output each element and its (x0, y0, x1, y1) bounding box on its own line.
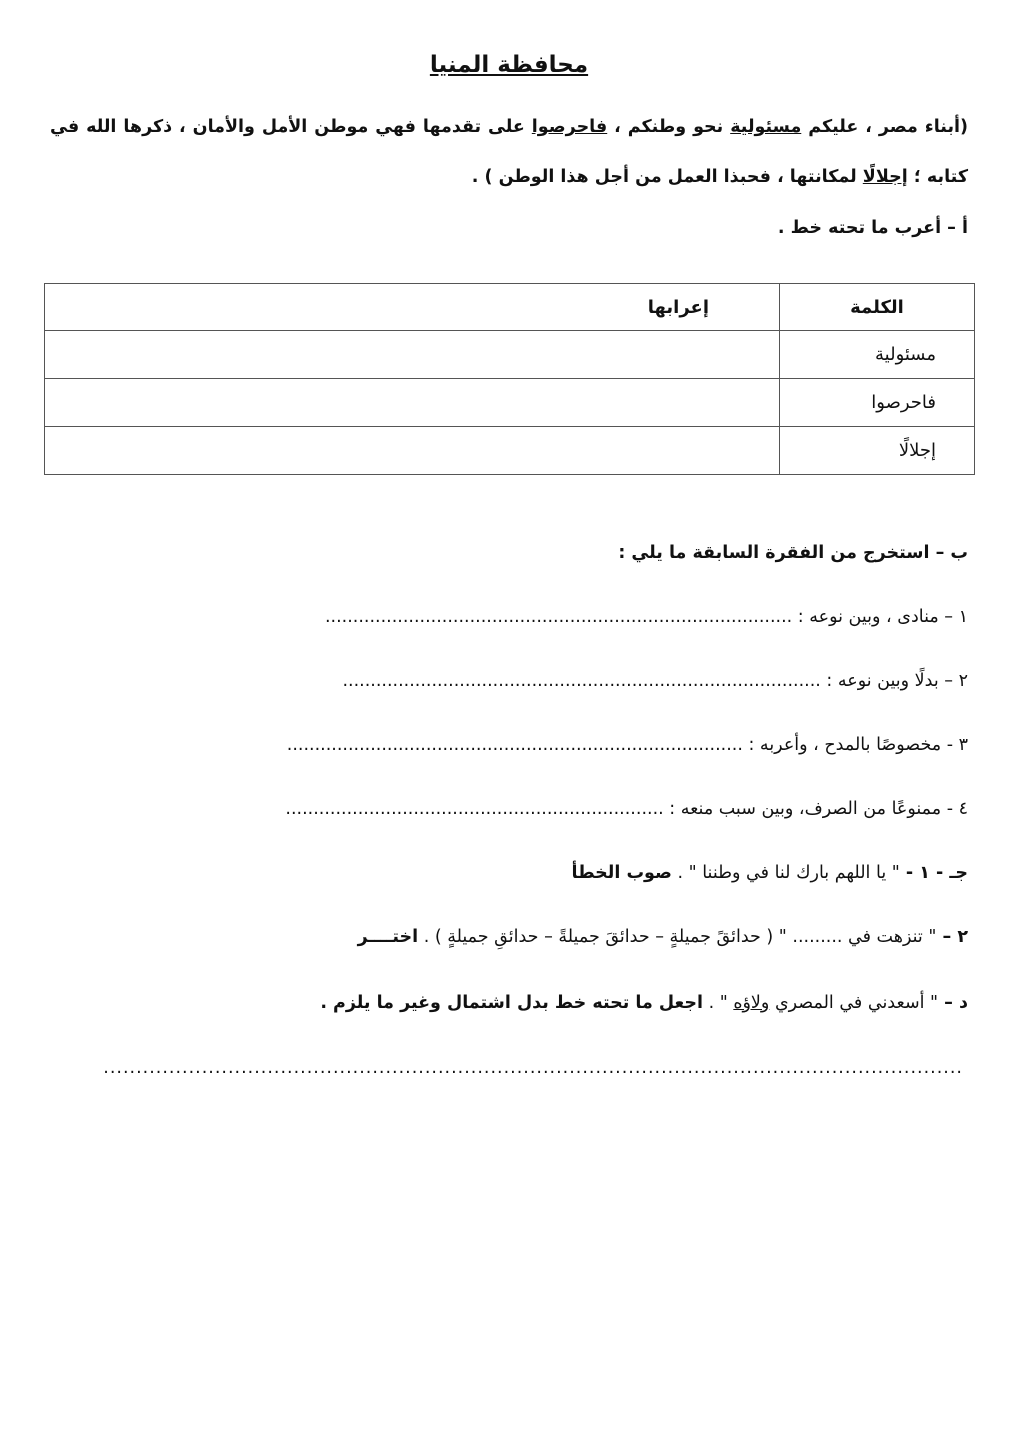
table-cell-word: إجلالًا (780, 427, 975, 475)
table-cell-answer[interactable] (45, 379, 780, 427)
table-cell-answer[interactable] (45, 427, 780, 475)
table-cell-answer[interactable] (45, 331, 780, 379)
list-item: ٤ - ممنوعًا من الصرف، وبين سبب منعه : .................................................................... (285, 799, 968, 819)
question-task: اختــــر (357, 927, 419, 947)
question-text: " يا اللهم بارك لنا في وطننا " . (671, 863, 900, 883)
list-item: ٢ – بدلًا وبين نوعه : ...................................................................................... (342, 671, 968, 691)
passage-text-1: (أبناء مصر ، عليكم (801, 117, 969, 137)
table-row (45, 331, 975, 379)
underlined-word-2: فاحرصوا (531, 117, 608, 137)
underlined-word-1: مسئولية (730, 117, 802, 137)
list-item: ٣ - مخصوصًا بالمدح ، وأعربه : .................................................................................. (286, 735, 968, 755)
passage (50, 102, 968, 202)
section-b-instruction: ب – استخرج من الفقرة السابقة ما يلي : (618, 543, 968, 563)
table-cell-word: مسئولية (780, 331, 975, 379)
header-word: الكلمة (780, 284, 975, 331)
irab-table (44, 283, 975, 475)
question-text: " تنزهت في ......... " ( حدائقً جميلةٍ – حدائقَ جميلةً – حدائقِ جميلةٍ ) . (418, 927, 937, 947)
question-text: " . (703, 993, 734, 1013)
question-prefix: د – (938, 993, 968, 1013)
section-c-question-1 (572, 863, 968, 883)
passage-text-2: نحو وطنكم ، (607, 117, 731, 137)
question-prefix: جـ - ١ - (899, 863, 968, 883)
passage-text-3: على تقدمها فهي موطن الأمل والأمان ، ذكرها الله في كتابه ؛ (50, 117, 968, 187)
header-irab: إعرابها (45, 284, 780, 331)
question-text: " أسعدني في المصري (769, 993, 939, 1013)
section-d-question (320, 993, 968, 1013)
underlined-word-3: إجلالًا (862, 167, 908, 187)
passage-text-4: لمكانتها ، فحبذا العمل من أجل هذا الوطن ) . (471, 167, 863, 187)
question-task: صوب الخطأ (571, 863, 672, 883)
section-c-question-2 (358, 927, 968, 947)
section-a-instruction: أ – أعرب ما تحته خط . (777, 218, 968, 238)
table-row (45, 427, 975, 475)
question-task: اجعل ما تحته خط بدل اشتمال وغير ما يلزم . (320, 993, 703, 1013)
table-header-row (45, 284, 975, 331)
underlined-word: ولاؤه (733, 993, 770, 1013)
page-title: محافظة المنيا (429, 52, 589, 78)
list-item: ١ – منادى ، وبين نوعه : .................................................................................... (324, 607, 968, 627)
table-row (45, 379, 975, 427)
question-prefix: ٢ – (936, 927, 968, 947)
table-cell-word: فاحرصوا (780, 379, 975, 427)
answer-line[interactable]: ................................................................................................................................... (103, 1058, 963, 1078)
